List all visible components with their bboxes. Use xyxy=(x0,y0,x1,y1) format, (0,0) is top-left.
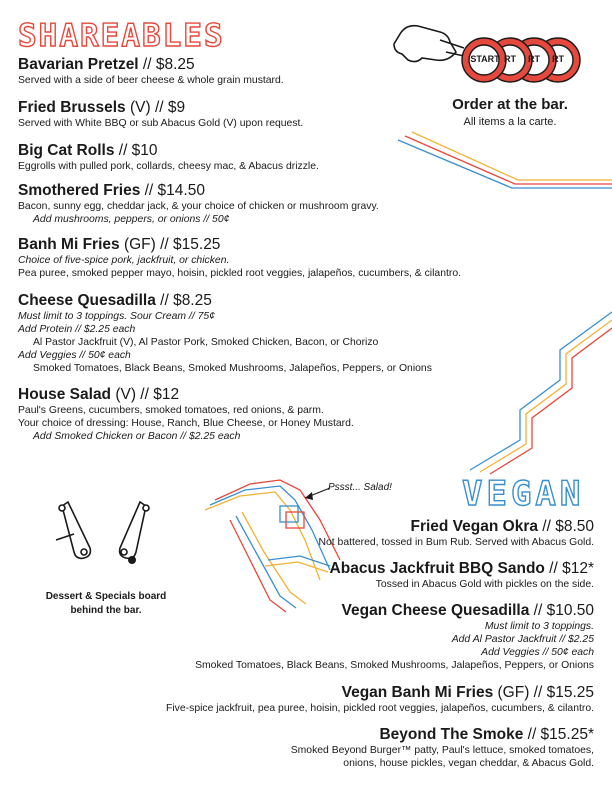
item-title: House Salad xyxy=(18,386,112,403)
item-title: Big Cat Rolls xyxy=(18,142,115,159)
item-price: // $8.25 xyxy=(155,292,212,309)
item-description-line: Add Smoked Chicken or Bacon // $2.25 each xyxy=(33,431,241,442)
item-title: Smothered Fries xyxy=(18,182,141,199)
item-description-line: Smoked Tomatoes, Black Beans, Smoked Mushrooms, Jalapeños, Peppers, or Onions xyxy=(195,660,594,671)
item-tag: (V) xyxy=(125,99,151,116)
shareables-title: SHAREABLES xyxy=(18,18,225,54)
item-title: Bavarian Pretzel xyxy=(18,56,139,73)
item-description-line: Served with White BBQ or sub Abacus Gold (V) upon request. xyxy=(18,118,304,129)
vegan-title: VEGAN xyxy=(462,474,585,514)
menu-item xyxy=(18,99,303,130)
item-description-line: Must limit to 3 toppings. xyxy=(484,621,594,632)
item-name xyxy=(319,518,595,536)
item-price: // $12* xyxy=(544,560,594,577)
item-price: // $15.25* xyxy=(523,726,594,743)
item-tag: (GF) xyxy=(493,684,530,701)
order-subline: All items a la carte. xyxy=(463,116,557,128)
item-description-line: Eggrolls with pulled pork, collards, cheesy mac, & Abacus drizzle. xyxy=(18,161,319,172)
item-description-line: Bacon, sunny egg, cheddar jack, & your choice of chicken or mushroom gravy. xyxy=(18,201,379,212)
item-description-line: Pea puree, smoked pepper mayo, hoisin, pickled root veggies, jalapeños, cucumbers, & cilantro. xyxy=(18,268,461,279)
dessert-note-line-1: Dessert & Specials board xyxy=(45,591,167,602)
item-name xyxy=(18,386,354,404)
item-description-line: Smoked Beyond Burger™ patty, Paul's lettuce, smoked tomatoes, xyxy=(290,745,594,756)
item-description-line: Choice of five-spice pork, jackfruit, or chicken. xyxy=(18,255,230,266)
item-description-line: Add mushrooms, peppers, or onions // 50¢ xyxy=(33,214,230,225)
item-title: Abacus Jackfruit BBQ Sando xyxy=(329,560,545,577)
item-price: // $8.50 xyxy=(537,518,594,535)
order-headline: Order at the bar. xyxy=(452,96,568,113)
item-price: // $15.25 xyxy=(155,236,221,253)
item-name xyxy=(330,560,594,578)
menu-item xyxy=(18,236,461,280)
item-description-line: Paul's Greens, cucumbers, smoked tomatoes, red onions, & parm. xyxy=(18,405,324,416)
item-description-line: Five-spice jackfruit, pea puree, hoisin, pickled root veggies, jalapeños, cucumbers, & cilantro. xyxy=(166,703,594,714)
item-description-line: Add Veggies // 50¢ each xyxy=(18,350,131,361)
start-label-2: RT xyxy=(504,54,516,64)
item-title: Cheese Quesadilla xyxy=(18,292,156,309)
item-description-line: Smoked Tomatoes, Black Beans, Smoked Mushrooms, Jalapeños, Peppers, or Onions xyxy=(33,363,432,374)
menu-item xyxy=(18,386,354,443)
item-title: Beyond The Smoke xyxy=(379,726,524,743)
item-title: Vegan Banh Mi Fries xyxy=(341,684,494,701)
item-name xyxy=(18,99,303,117)
item-price: // $10 xyxy=(114,142,158,159)
item-name xyxy=(18,142,319,160)
item-price: // $8.25 xyxy=(138,56,195,73)
item-name xyxy=(18,292,432,310)
menu-item xyxy=(18,182,379,226)
menu-item xyxy=(291,726,594,770)
item-description-line: Served with a side of beer cheese & whole grain mustard. xyxy=(18,75,284,86)
salad-note: Pssst... Salad! xyxy=(328,482,392,493)
item-tag: (GF) xyxy=(119,236,156,253)
item-price: // $9 xyxy=(150,99,186,116)
item-description-line: Add Veggies // 50¢ each xyxy=(481,647,594,658)
menu-item xyxy=(330,560,594,591)
item-price: // $15.25 xyxy=(529,684,594,701)
item-price: // $14.50 xyxy=(140,182,205,199)
item-price: // $10.50 xyxy=(529,602,594,619)
menu-item xyxy=(18,56,284,87)
item-tag: (V) xyxy=(111,386,136,403)
item-name xyxy=(291,726,594,744)
item-title: Vegan Cheese Quesadilla xyxy=(341,602,530,619)
item-title: Banh Mi Fries xyxy=(18,236,120,253)
item-description-line: Your choice of dressing: House, Ranch, Blue Cheese, or Honey Mustard. xyxy=(18,418,354,429)
item-description-line: Must limit to 3 toppings. Sour Cream // 75¢ xyxy=(18,311,215,322)
item-description-line: Add Al Pastor Jackfruit // $2.25 xyxy=(451,634,594,645)
start-label-1: START xyxy=(470,54,500,64)
item-name xyxy=(195,602,594,620)
item-name xyxy=(18,236,461,254)
start-label-4: RT xyxy=(552,54,564,64)
item-title: Fried Brussels xyxy=(18,99,126,116)
item-description-line: Al Pastor Jackfruit (V), Al Pastor Pork, Smoked Chicken, Bacon, or Chorizo xyxy=(33,337,379,348)
item-price: // $12 xyxy=(136,386,180,403)
item-name xyxy=(18,56,284,74)
menu-item xyxy=(18,292,432,375)
menu-item xyxy=(166,684,594,715)
menu-item xyxy=(18,142,319,173)
item-name xyxy=(18,182,379,200)
item-title: Fried Vegan Okra xyxy=(410,518,538,535)
menu-item xyxy=(195,602,594,672)
dessert-note-line-2: behind the bar. xyxy=(70,605,142,616)
item-description-line: Add Protein // $2.25 each xyxy=(18,324,136,335)
menu-item xyxy=(319,518,595,549)
item-description-line: Tossed in Abacus Gold with pickles on the side. xyxy=(375,579,594,590)
item-description-line: onions, house pickles, vegan cheddar, & Abacus Gold. xyxy=(343,758,594,769)
start-label-3: RT xyxy=(528,54,540,64)
item-description-line: Not battered, tossed in Bum Rub. Served with Abacus Gold. xyxy=(318,537,594,548)
item-name xyxy=(166,684,594,702)
